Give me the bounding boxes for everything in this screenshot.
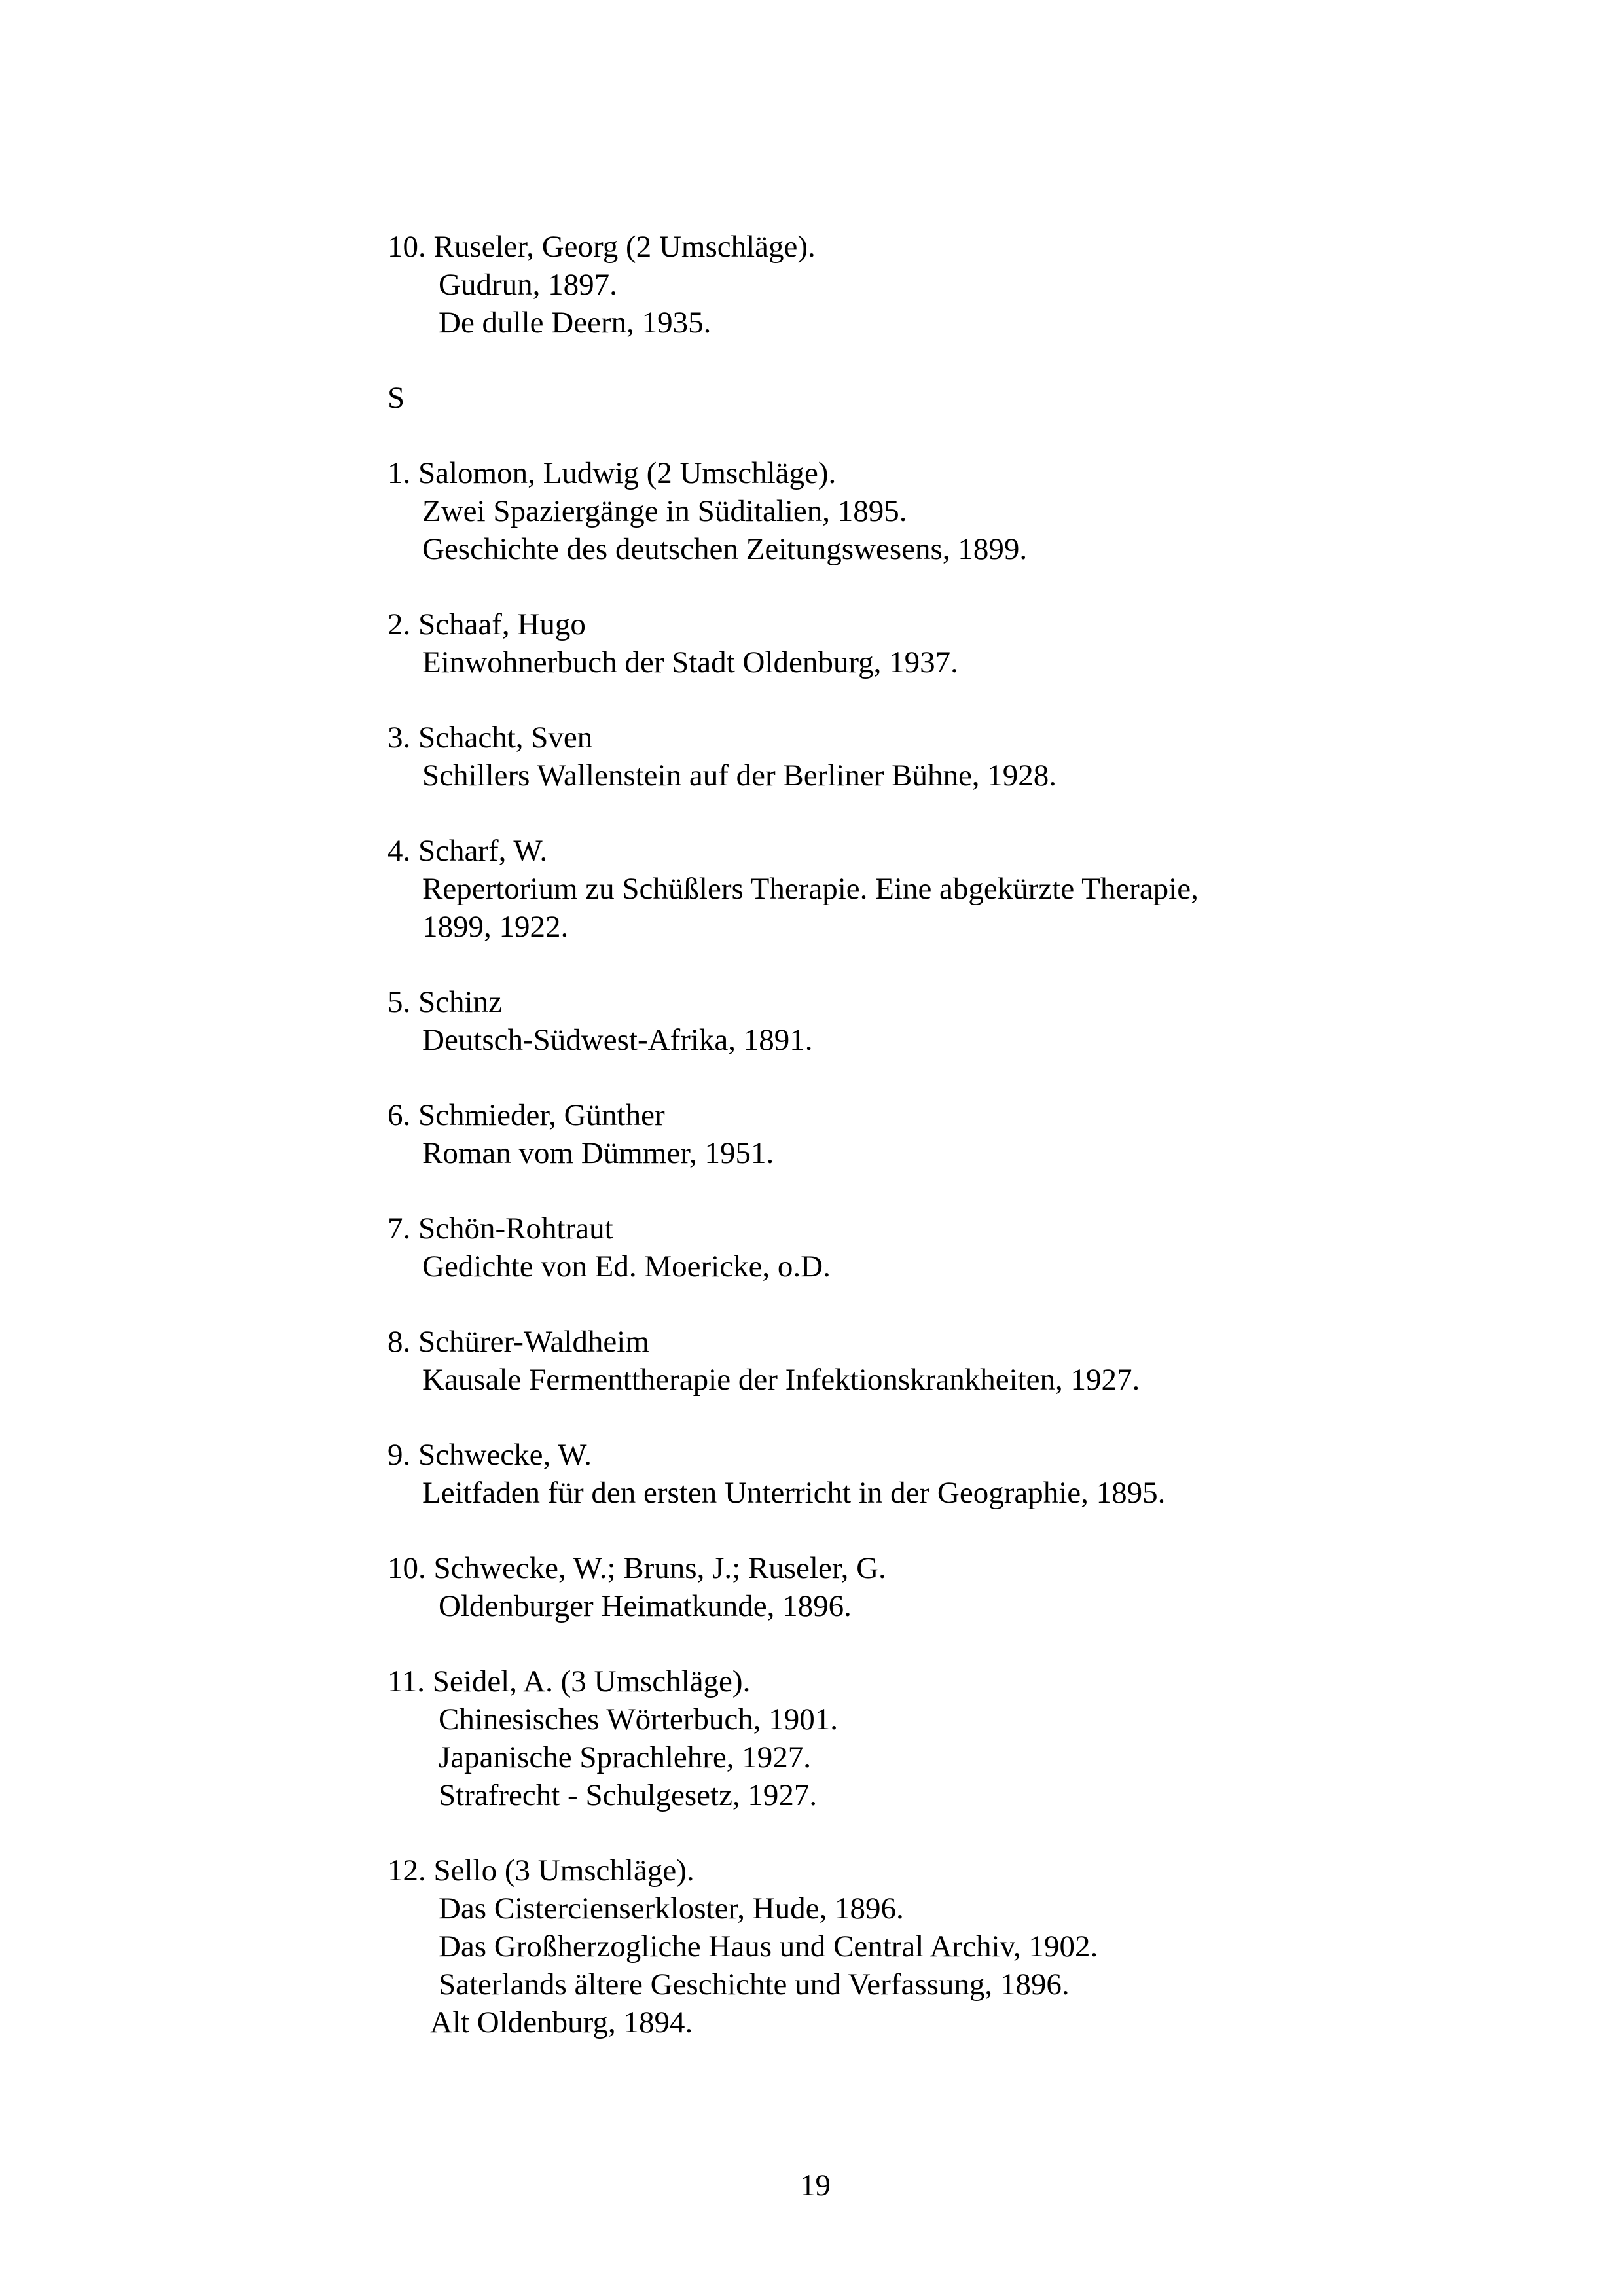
entry-schoen-rohtraut — [388, 1210, 1500, 1285]
entry-salomon — [388, 454, 1500, 568]
entry-seidel — [388, 1662, 1500, 1814]
entry-item: Strafrecht - Schulgesetz, 1927. — [439, 1778, 818, 1812]
entry-item: Gudrun, 1897. — [439, 268, 617, 302]
entry-item: Repertorium zu Schüßlers Therapie. Eine abgekürzte Therapie, — [422, 872, 1199, 906]
entry-item: Zwei Spaziergänge in Süditalien, 1895. — [422, 494, 907, 528]
spacer — [388, 1814, 1500, 1852]
spacer — [388, 795, 1500, 832]
entry-item: Leitfaden für den ersten Unterricht in der Geographie, 1895. — [422, 1476, 1166, 1510]
spacer — [388, 1285, 1500, 1323]
spacer — [388, 1399, 1500, 1436]
spacer — [388, 681, 1500, 719]
entry-item: Oldenburger Heimatkunde, 1896. — [439, 1589, 852, 1623]
spacer — [388, 946, 1500, 983]
spacer — [388, 1172, 1500, 1210]
entry-item: Das Cistercienserkloster, Hude, 1896. — [439, 1892, 904, 1926]
spacer — [388, 1059, 1500, 1096]
entry-item: Das Großherzogliche Haus und Central Archiv, 1902. — [439, 1929, 1098, 1964]
entry-schwecke-bruns-ruseler — [388, 1549, 1500, 1625]
spacer — [388, 417, 1500, 454]
entry-heading: 6. Schmieder, Günther — [388, 1098, 665, 1132]
spacer — [388, 568, 1500, 605]
entry-heading: 10. Schwecke, W.; Bruns, J.; Ruseler, G. — [388, 1551, 886, 1585]
entry-item: Deutsch-Südwest-Afrika, 1891. — [422, 1023, 813, 1057]
entry-heading: 3. Schacht, Sven — [388, 721, 593, 755]
entry-schuerer-waldheim — [388, 1323, 1500, 1399]
entry-heading: 5. Schinz — [388, 985, 502, 1019]
entry-item: Geschichte des deutschen Zeitungswesens, 1899. — [422, 532, 1028, 566]
bibliography-list — [388, 228, 1500, 2041]
entry-item: Alt Oldenburg, 1894. — [430, 2005, 693, 2039]
entry-item: Japanische Sprachlehre, 1927. — [439, 1740, 812, 1774]
entry-schwecke — [388, 1436, 1500, 1512]
page-number: 19 — [800, 2168, 831, 2202]
section-letter: S — [388, 381, 405, 415]
entry-item: Kausale Fermenttherapie der Infektionskrankheiten, 1927. — [422, 1363, 1140, 1397]
entry-heading: 2. Schaaf, Hugo — [388, 607, 586, 641]
spacer — [388, 1512, 1500, 1549]
entry-item: Roman vom Dümmer, 1951. — [422, 1136, 774, 1170]
entry-heading: 1. Salomon, Ludwig (2 Umschläge). — [388, 456, 837, 490]
entry-ruseler — [388, 228, 1500, 342]
entry-heading: 10. Ruseler, Georg (2 Umschläge). — [388, 230, 816, 264]
entry-heading: 11. Seidel, A. (3 Umschläge). — [388, 1664, 751, 1698]
entry-schinz — [388, 983, 1500, 1059]
spacer — [388, 1625, 1500, 1662]
entry-sello — [388, 1852, 1500, 2041]
entry-scharf — [388, 832, 1500, 946]
entry-heading: 12. Sello (3 Umschläge). — [388, 1854, 695, 1888]
entry-heading: 7. Schön-Rohtraut — [388, 1211, 613, 1246]
entry-item: Chinesisches Wörterbuch, 1901. — [439, 1702, 839, 1736]
entry-item: 1899, 1922. — [422, 910, 569, 944]
spacer — [388, 342, 1500, 379]
entry-item: Schillers Wallenstein auf der Berliner Bühne, 1928. — [422, 759, 1057, 793]
entry-heading: 8. Schürer-Waldheim — [388, 1325, 649, 1359]
entry-item: De dulle Deern, 1935. — [439, 306, 712, 340]
entry-schacht — [388, 719, 1500, 795]
entry-schaaf — [388, 605, 1500, 681]
entry-item: Saterlands ältere Geschichte und Verfassung, 1896. — [439, 1967, 1070, 2001]
entry-schmieder — [388, 1096, 1500, 1172]
entry-heading: 9. Schwecke, W. — [388, 1438, 592, 1472]
entry-heading: 4. Scharf, W. — [388, 834, 548, 868]
entry-item: Gedichte von Ed. Moericke, o.D. — [422, 1249, 831, 1283]
entry-item: Einwohnerbuch der Stadt Oldenburg, 1937. — [422, 645, 958, 679]
